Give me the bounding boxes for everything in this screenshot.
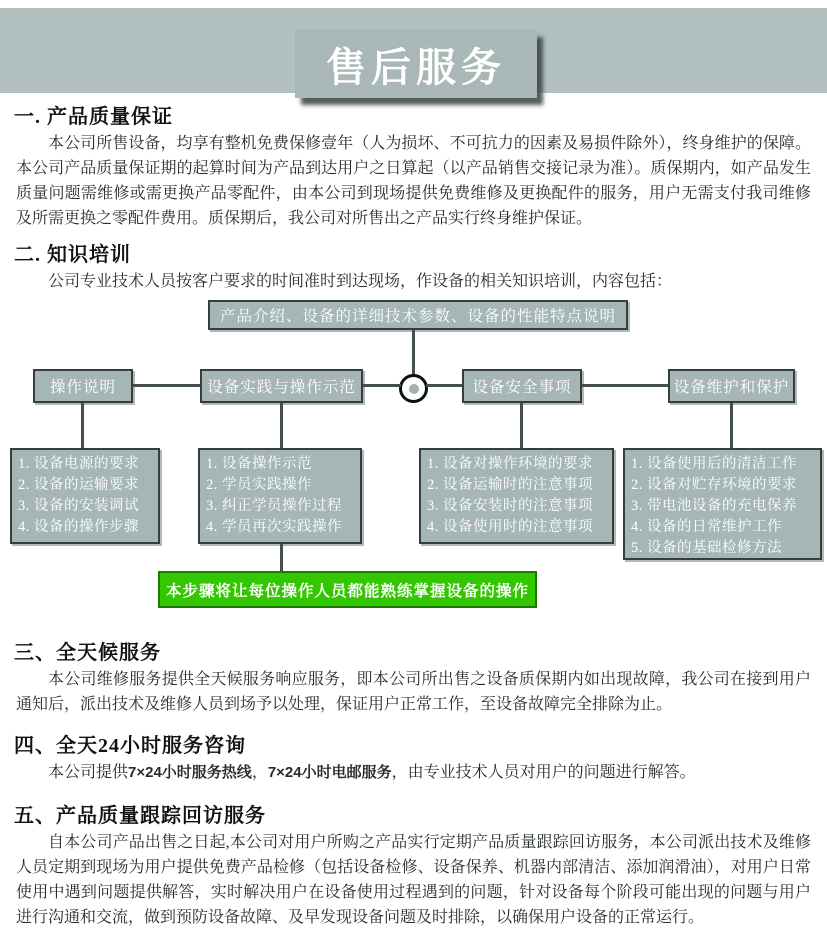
list-item: 2. 设备运输时的注意事项	[427, 477, 593, 493]
node-dot-icon	[409, 384, 419, 394]
page-title-box	[295, 30, 537, 98]
list-item: 4. 设备的操作步骤	[18, 519, 139, 535]
section-4-text-post: ，由专业技术人员对用户的问题进行解答。	[391, 764, 696, 781]
list-box-operation-guide	[10, 448, 160, 544]
section-3-body: 本公司维修服务提供全天候服务响应服务，即本公司所出售之设备质保期内如出现故障，我公司在接到用户通知后，派出技术及维修人员到场予以处理，保证用户正常工作，至设备故障完全排除为止。	[16, 671, 811, 713]
section-1-heading: 一. 产品质量保证	[14, 106, 173, 128]
section-3-heading: 三、全天候服务	[14, 642, 161, 664]
branch-box-practice-demo: 设备实践与操作示范	[200, 369, 363, 403]
list-item: 1. 设备使用后的清洁工作	[631, 456, 797, 472]
flowchart-root-box: 产品介绍、设备的详细技术参数、设备的性能特点说明	[208, 300, 628, 330]
connector-line	[81, 403, 84, 448]
connector-line	[412, 330, 415, 375]
section-4-heading: 四、全天24小时服务咨询	[14, 735, 246, 757]
training-flowchart	[0, 298, 827, 628]
section-5-heading: 五、产品质量跟踪回访服务	[14, 805, 266, 827]
conclusion-box: 本步骤将让每位操作人员都能熟练掌握设备的操作	[158, 571, 537, 608]
section-2-intro: 公司专业技术人员按客户要求的时间准时到达现场，作设备的相关知识培训，内容包括：	[48, 273, 673, 290]
list-item: 4. 学员再次实践操作	[206, 519, 342, 535]
connector-line	[280, 544, 283, 571]
connector-line	[133, 384, 200, 387]
list-item: 5. 设备的基础检修方法	[631, 540, 782, 556]
section-4-body	[16, 760, 811, 785]
connector-line	[520, 403, 523, 448]
list-item: 3. 设备安装时的注意事项	[427, 498, 593, 514]
list-item: 2. 设备的运输要求	[18, 477, 139, 493]
list-item: 2. 设备对贮存环境的要求	[631, 477, 797, 493]
list-item: 1. 设备电源的要求	[18, 456, 139, 472]
list-item: 3. 带电池设备的充电保养	[631, 498, 797, 514]
list-box-maintenance	[623, 448, 822, 560]
hotline-service-text: 7×24小时服务热线	[128, 764, 252, 781]
branch-box-maintenance: 设备维护和保护	[668, 369, 795, 403]
list-item: 1. 设备对操作环境的要求	[427, 456, 593, 472]
connector-line	[426, 384, 462, 387]
list-box-safety	[419, 448, 614, 544]
body-content-lower	[0, 636, 827, 930]
page-title: 售后服务	[326, 45, 506, 90]
list-box-practice-demo	[198, 448, 362, 544]
connector-node-icon	[399, 374, 428, 403]
email-service-text: 7×24小时电邮服务	[267, 764, 392, 781]
section-4-text-mid: ，	[251, 764, 268, 781]
branch-box-safety: 设备安全事项	[462, 369, 582, 403]
top-margin-strip	[0, 0, 827, 8]
section-5-body: 自本公司产品出售之日起,本公司对用户所购之产品实行定期产品质量跟踪回访服务，本公司派出技术及维修人员定期到现场为用户提供免费产品检修（包括设备检修、设备保养、机器内部清洁、添加润滑油），对用户日常使用中遇到问题提供解答，实时解决用户在设备使用过程遇到的问题，针对设备每个阶段可能出现的问题与用户进行沟通和交流，做到预防设备故障、及早发现设备问题及时排除，以确保用户设备的正常运行。	[16, 834, 811, 926]
connector-line	[280, 403, 283, 448]
header-band	[0, 8, 827, 93]
section-2-heading: 二. 知识培训	[14, 244, 131, 266]
list-item: 3. 纠正学员操作过程	[206, 498, 342, 514]
list-item: 4. 设备使用时的注意事项	[427, 519, 593, 535]
list-item: 3. 设备的安装调试	[18, 498, 139, 514]
list-item: 2. 学员实践操作	[206, 477, 312, 493]
list-item: 4. 设备的日常维护工作	[631, 519, 782, 535]
section-4-text-pre: 本公司提供	[48, 764, 129, 781]
connector-line	[582, 384, 668, 387]
list-item: 1. 设备操作示范	[206, 456, 312, 472]
connector-line	[363, 384, 401, 387]
body-content	[0, 100, 827, 294]
branch-box-operation-guide: 操作说明	[33, 369, 133, 403]
section-1-body: 本公司所售设备，均享有整机免费保修壹年（人为损坏、不可抗力的因素及易损件除外），终身维护的保障。本公司产品质量保证期的起算时间为产品到达用户之日算起（以产品销售交接记录为准）。质保期内，如产品发生质量问题需维修或需更换产品零配件，由本公司到现场提供免费维修及更换配件的服务，用户无需支付我司维修及所需更换之零配件费用。质保期后，我公司对所售出之产品实行终身维护保证。	[16, 135, 811, 227]
connector-line	[730, 403, 733, 448]
